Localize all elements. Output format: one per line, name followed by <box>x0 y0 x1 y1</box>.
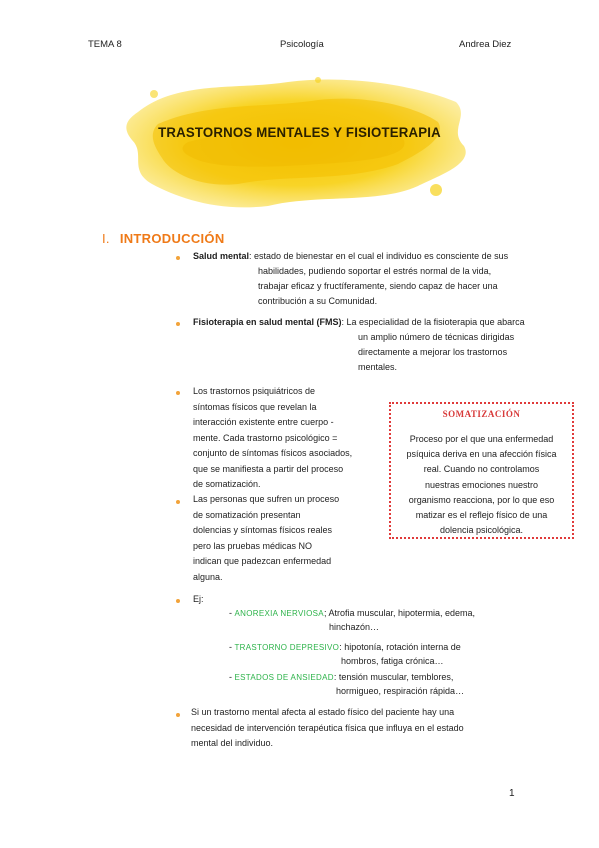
example-line: hipotonía, rotación interna de <box>344 642 461 652</box>
text-line: de somatización presentan <box>193 509 301 520</box>
separator: ; <box>323 608 329 618</box>
term-salud-mental: Salud mental <box>193 251 250 261</box>
text-line: necesidad de intervención terapéutica física que influya en el estado <box>191 722 464 733</box>
text-line: Si un trastorno mental afecta al estado físico del paciente hay una <box>191 707 455 717</box>
term-anorexia: ANOREXIA NERVIOSA <box>234 609 324 618</box>
bullet-dot <box>176 713 180 717</box>
example-line: Atrofia muscular, hipotermia, edema, <box>328 608 476 618</box>
paragraph-personas <box>193 492 339 585</box>
text-line: mente. Cada trastorno psicológico = <box>193 432 338 443</box>
definition-line: habilidades, pudiendo soportar el estrés normal de la vida, <box>258 266 492 276</box>
section-number: I. <box>102 231 110 246</box>
text-line: de somatización. <box>193 479 261 489</box>
paragraph-trastornos <box>193 384 352 493</box>
separator: : <box>333 672 339 682</box>
bullet-dot <box>176 322 180 326</box>
text-line: Las personas que sufren un proceso <box>193 494 340 504</box>
bullet-dot <box>176 256 180 260</box>
text-line: alguna. <box>193 571 223 582</box>
example-line: hormigueo, respiración rápida… <box>336 686 465 696</box>
box-line: nuestras emociones nuestro <box>424 479 539 490</box>
header-author: Andrea Diez <box>459 39 512 50</box>
text-line: dolencias y síntomas físicos reales <box>193 525 333 535</box>
somatizacion-box <box>389 402 574 539</box>
box-line: psíquica deriva en una afección física <box>406 449 557 460</box>
example-line: hinchazón… <box>329 622 380 632</box>
box-title: SOMATIZACIÓN <box>442 409 521 419</box>
text-line: que se manifiesta a partir del proceso <box>193 463 344 474</box>
section-heading <box>102 231 225 246</box>
definition-line: mentales. <box>358 362 398 372</box>
box-line: matizar es el reflejo físico de una <box>415 510 548 521</box>
bullet-dot <box>176 500 180 504</box>
box-body <box>391 432 572 538</box>
definition-fms <box>193 315 525 331</box>
term-depresivo: TRASTORNO DEPRESIVO <box>234 643 340 652</box>
box-line: dolencia psicológica. <box>439 525 524 536</box>
text-line: mental del individuo. <box>191 738 274 748</box>
term-fms: Fisioterapia en salud mental (FMS) <box>193 317 342 327</box>
bullet-dot <box>176 599 180 603</box>
page-number: 1 <box>509 788 515 799</box>
paragraph-final <box>191 705 464 752</box>
definition-salud-mental <box>193 249 508 265</box>
box-line: Proceso por el que una enfermedad <box>409 434 554 444</box>
separator: : <box>339 642 345 652</box>
example-line: hombros, fatiga crónica… <box>341 656 444 666</box>
section-title: INTRODUCCIÓN <box>119 231 225 246</box>
text-line: Los trastornos psiquiátricos de <box>193 386 316 396</box>
header-topic: TEMA 8 <box>88 39 122 50</box>
dash: - <box>229 642 235 652</box>
definition-line: contribución a su Comunidad. <box>258 296 378 306</box>
text-line: conjunto de síntomas físicos asociados, <box>193 448 353 458</box>
definition-line: trabajar eficaz y fructíferamente, siendo capaz de hacer una <box>258 281 498 291</box>
text-line: síntomas físicos que revelan la <box>193 401 317 412</box>
text-line: interacción existente entre cuerpo - <box>193 417 334 427</box>
example-line: tensión muscular, temblores, <box>338 672 454 682</box>
box-line: real. Cuando no controlamos <box>423 464 540 475</box>
definition-line: directamente a mejorar los trastornos <box>358 347 508 357</box>
definition-line: un amplio número de técnicas dirigidas <box>358 332 515 342</box>
examples-label: Ej: <box>193 594 204 604</box>
dash: - <box>229 608 235 618</box>
definition-line: : La especialidad de la fisioterapia que abarca <box>341 317 525 327</box>
box-line: organismo reacciona, por lo que eso <box>408 494 555 505</box>
header-subject: Psicología <box>280 39 324 50</box>
text-line: indican que padezcan enfermedad <box>193 556 332 566</box>
dash: - <box>229 672 235 682</box>
bullet-dot <box>176 391 180 395</box>
definition-line: : estado de bienestar en el cual el individuo es consciente de sus <box>249 251 509 261</box>
text-line: pero las pruebas médicas NO <box>193 540 313 551</box>
term-ansiedad: ESTADOS DE ANSIEDAD <box>234 673 334 682</box>
watercolor-splash <box>118 72 474 214</box>
page-title: TRASTORNOS MENTALES Y FISIOTERAPIA <box>158 125 441 140</box>
